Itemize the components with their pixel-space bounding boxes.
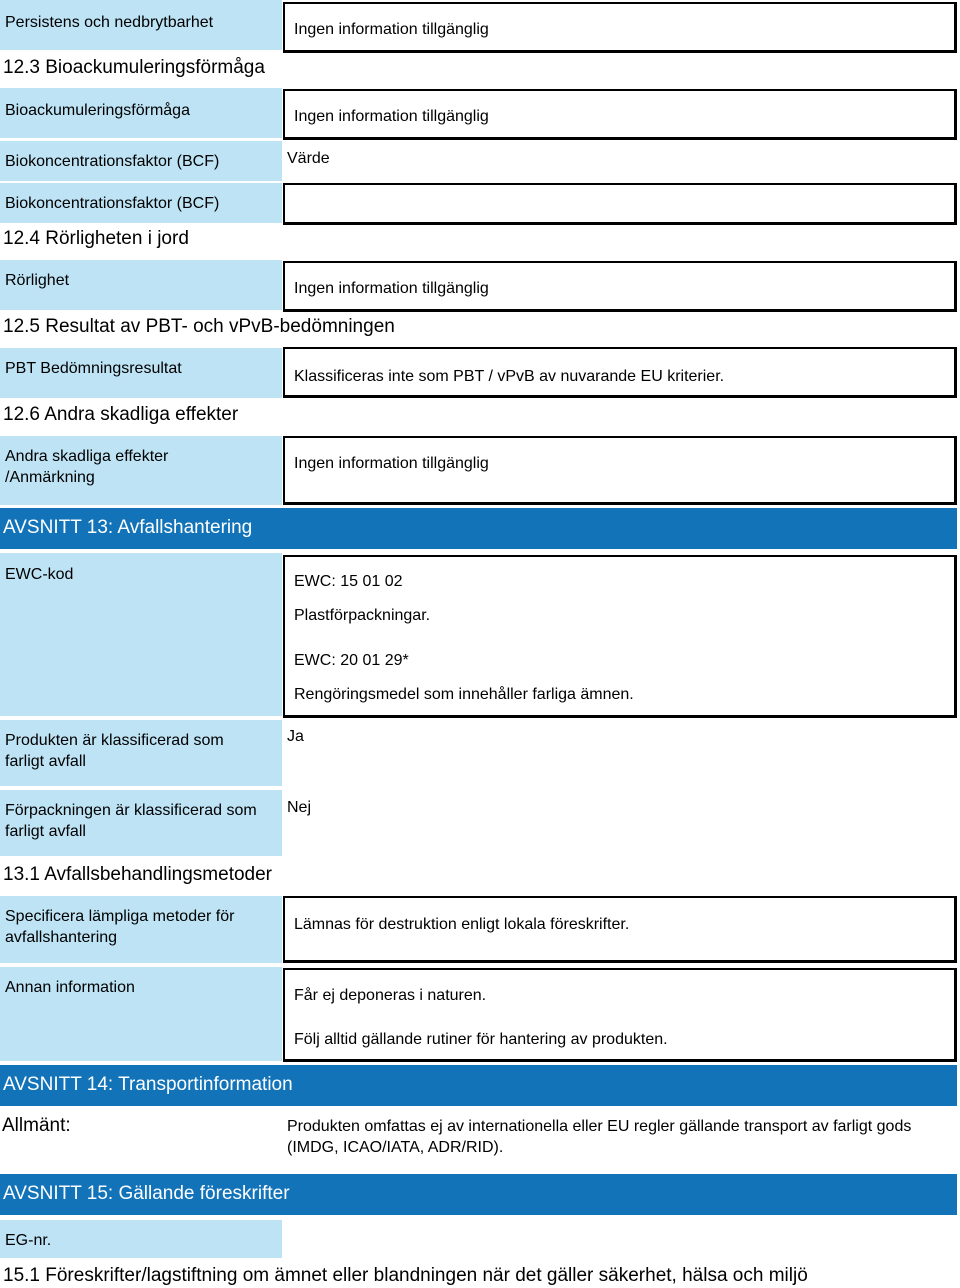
label-rorlighet: Rörlighet (0, 260, 282, 310)
section-14-header (0, 1065, 957, 1106)
ewc-line-1: EWC: 15 01 02 (294, 573, 403, 590)
heading-13-1: 13.1 Avfallsbehandlingsmetoder (3, 864, 273, 885)
section-15-header (0, 1174, 957, 1215)
label-andra-effekter: Andra skadliga effekter /Anmärkning (0, 436, 282, 505)
label-allmant: Allmänt: (2, 1115, 71, 1136)
annan-line-2: Följ alltid gällande rutiner för hantering av produkten. (294, 1031, 668, 1048)
section-13-title: AVSNITT 13: Avfallshantering (3, 517, 253, 538)
value-forpackning-farligt-avfall: Nej (287, 799, 312, 816)
value-bioackumulering (283, 89, 957, 140)
heading-12-4: 12.4 Rörligheten i jord (3, 228, 189, 249)
label-metoder: Specificera lämpliga metoder för avfallshantering (0, 896, 282, 963)
value-annan-information (283, 968, 957, 1062)
value-bioackumulering-text: Ingen information tillgänglig (294, 108, 489, 125)
value-andra-effekter (283, 436, 957, 505)
value-ewc (283, 555, 957, 718)
label-bioackumulering: Bioackumuleringsförmåga (0, 88, 282, 138)
ewc-line-3: EWC: 20 01 29* (294, 652, 409, 669)
label-ewc: EWC-kod (0, 553, 282, 716)
label-pbt: PBT Bedömningsresultat (0, 348, 282, 398)
value-metoder-text: Lämnas för destruktion enligt lokala föreskrifter. (294, 916, 630, 933)
label-annan-information: Annan information (0, 967, 282, 1061)
heading-12-5: 12.5 Resultat av PBT- och vPvB-bedömningen (3, 316, 395, 337)
heading-12-3: 12.3 Bioackumuleringsförmåga (3, 57, 265, 78)
value-pbt (283, 347, 957, 398)
heading-15-1: 15.1 Föreskrifter/lagstiftning om ämnet eller blandningen när det gäller säkerhet, hälsa och miljö (3, 1265, 808, 1286)
label-eg-nr: EG-nr. (0, 1220, 282, 1258)
value-metoder (283, 896, 957, 963)
label-persistens: Persistens och nedbrytbarhet (0, 0, 282, 50)
label-bcf-1: Biokoncentrationsfaktor (BCF) (0, 141, 282, 181)
annan-line-1: Får ej deponeras i naturen. (294, 987, 487, 1004)
value-andra-effekter-text: Ingen information tillgänglig (294, 455, 489, 472)
section-14-title: AVSNITT 14: Transportinformation (3, 1074, 293, 1095)
value-pbt-text: Klassificeras inte som PBT / vPvB av nuvarande EU kriterier. (294, 368, 725, 385)
ewc-line-2: Plastförpackningar. (294, 607, 431, 624)
ewc-line-4: Rengöringsmedel som innehåller farliga ämnen. (294, 686, 634, 703)
value-rorlighet (283, 261, 957, 312)
label-bcf-2: Biokoncentrationsfaktor (BCF) (0, 183, 282, 223)
label-forpackning-farligt-avfall: Förpackningen är klassificerad som farligt avfall (0, 790, 282, 856)
value-persistens (283, 2, 957, 53)
value-bcf-1: Värde (287, 150, 330, 167)
label-produkt-farligt-avfall: Produkten är klassificerad som farligt avfall (0, 720, 282, 786)
value-bcf-2 (283, 183, 957, 225)
heading-12-6: 12.6 Andra skadliga effekter (3, 404, 239, 425)
value-allmant: Produkten omfattas ej av internationella eller EU regler gällande transport av farligt gods (IMDG, ICAO/IATA, ADR/RID). (287, 1118, 912, 1156)
value-rorlighet-text: Ingen information tillgänglig (294, 280, 489, 297)
value-persistens-text: Ingen information tillgänglig (294, 21, 489, 38)
section-15-title: AVSNITT 15: Gällande föreskrifter (3, 1183, 290, 1204)
section-13-header (0, 508, 957, 549)
value-produkt-farligt-avfall: Ja (287, 728, 304, 745)
